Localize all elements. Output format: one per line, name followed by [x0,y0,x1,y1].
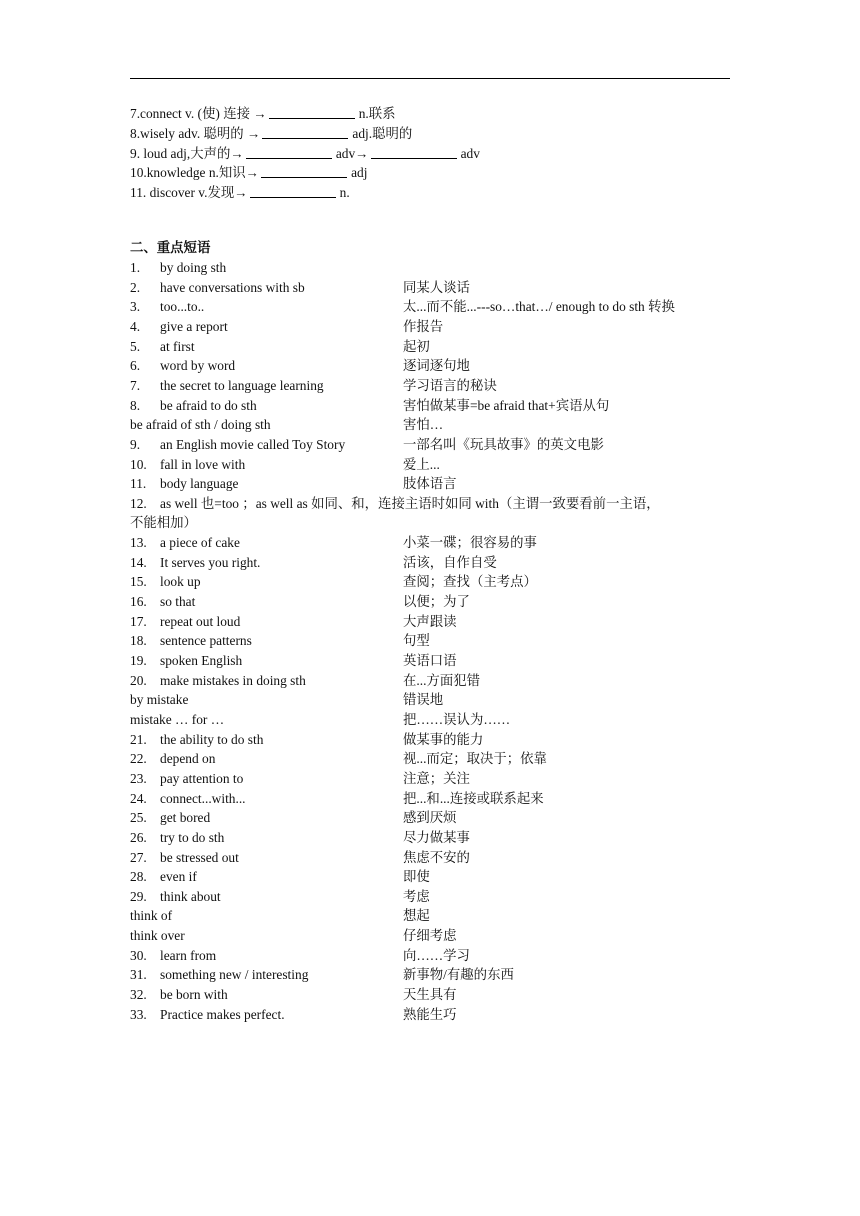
phrase-english: fall in love with [160,456,246,472]
phrase-number: 10. [130,456,147,472]
phrase-note-line: 不能相加） [130,515,197,531]
phrase-english: pay attention to [160,770,244,786]
phrase-row [0,985,860,1005]
phrase-chinese: 把……误认为…… [403,711,511,727]
phrase-english: depend on [160,751,216,767]
phrase-english: learn from [160,947,217,963]
phrase-english: the secret to language learning [160,377,324,393]
phrase-chinese: 一部名叫《玩具故事》的英文电影 [403,436,604,452]
phrase-chinese: 做某事的能力 [403,731,484,747]
phrase-english: be born with [160,987,228,1003]
phrase-english: get bored [160,810,211,826]
phrase-row [0,337,860,357]
phrase-row [0,710,860,730]
phrase-chinese: 感到厌烦 [403,810,457,826]
word-form-line [130,124,412,144]
phrase-row [0,553,860,573]
phrase-row [0,533,860,553]
phrase-number: 4. [130,318,141,334]
phrase-row [0,474,860,494]
phrase-english: make mistakes in doing sth [160,672,306,688]
phrase-number: 20. [130,672,147,688]
phrase-row [0,730,860,750]
phrase-row [0,651,860,671]
answer-blank [261,164,347,178]
phrase-note-line: as well 也=too ；as well as 如同、和，连接主语时如同 with（主谓一致要看前一主语， [160,495,660,511]
phrase-row [0,396,860,416]
phrase-row [0,415,860,435]
phrase-row [0,769,860,789]
phrase-number: 15. [130,574,147,590]
word-form-answer-type: adj.聪明的 [352,125,413,141]
phrase-chinese: 向……学习 [403,947,470,963]
phrase-number: 3. [130,299,141,315]
phrase-number: 18. [130,633,147,649]
phrase-english: something new / interesting [160,967,309,983]
phrase-row [0,906,860,926]
phrase-chinese: 焦虑不安的 [403,849,470,865]
phrase-chinese: 尽力做某事 [403,829,470,845]
word-form-answer-type: adj [351,165,368,181]
phrase-chinese: 天生具有 [403,987,457,1003]
phrase-english: think about [160,888,221,904]
phrase-number: 7. [130,377,141,393]
phrase-chinese: 起初 [403,338,430,354]
word-form-line [130,183,350,203]
phrase-english: look up [160,574,201,590]
phrase-english: the ability to do sth [160,731,264,747]
phrase-row [0,867,860,887]
word-form-prompt: 9. loud adj,大声的→ [130,145,244,161]
phrase-chinese: 活该，自作自受 [403,554,497,570]
word-form-prompt: 7.connect v. (使) 连接 → [130,106,267,121]
phrase-number: 12. [130,495,147,511]
phrase-row [0,631,860,651]
word-form-answer-type: adv [460,145,480,161]
phrase-chinese: 熟能生巧 [403,1006,457,1022]
phrase-english: It serves you right. [160,554,261,570]
phrase-row [0,455,860,475]
phrase-row [0,572,860,592]
phrase-row [0,671,860,691]
phrase-chinese: 英语口语 [403,653,457,668]
phrase-chinese: 想起 [403,908,430,924]
phrase-number: 33. [130,1006,147,1022]
answer-blank [371,145,457,159]
phrase-row [0,494,860,514]
phrase-chinese: 害怕… [403,417,444,433]
phrase-english: body language [160,476,239,492]
phrase-english: be afraid of sth / doing sth [130,417,271,433]
phrase-english: try to do sth [160,829,225,845]
phrase-number: 22. [130,751,147,767]
phrase-chinese: 同某人谈话 [403,279,470,295]
phrase-english: word by word [160,358,236,374]
phrase-chinese: 错误地 [403,692,444,708]
phrase-number: 5. [130,338,141,354]
phrase-number: 29. [130,888,147,904]
phrase-row [0,317,860,337]
phrase-chinese: 爱上... [403,456,440,472]
phrase-chinese: 小菜一碟；很容易的事 [403,535,537,551]
word-form-line [130,104,396,124]
word-form-answer-type: n. [339,185,350,201]
phrase-row [0,258,860,278]
answer-blank [250,184,336,198]
phrase-english: spoken English [160,653,243,668]
phrase-row [0,828,860,848]
phrase-number: 17. [130,613,147,629]
phrase-number: 11. [130,476,147,492]
phrase-number: 21. [130,731,147,747]
word-form-prompt: 8.wisely adv. 聪明的 → [130,125,261,141]
phrase-english: have conversations with sb [160,279,305,295]
phrase-chinese: 视...而定；取决于；依靠 [403,751,547,767]
phrase-english: at first [160,338,195,354]
phrase-row [0,356,860,376]
phrase-number: 9. [130,436,141,452]
phrase-row [0,278,860,298]
phrase-english: an English movie called Toy Story [160,436,346,452]
answer-blank [262,125,348,139]
phrase-english: sentence patterns [160,633,252,649]
phrase-chinese: 查阅；查找（主考点） [403,574,537,590]
phrase-number: 27. [130,849,147,865]
phrase-row [0,435,860,455]
phrase-english: too...to.. [160,299,205,315]
phrase-number: 30. [130,947,147,963]
phrase-number: 31. [130,967,147,983]
phrase-number: 19. [130,653,147,668]
phrase-number: 32. [130,987,147,1003]
phrase-row [0,1005,860,1025]
phrase-chinese: 在...方面犯错 [403,672,480,688]
phrase-chinese: 考虑 [403,888,430,904]
phrase-number: 13. [130,535,147,551]
phrase-number: 14. [130,554,147,570]
phrase-chinese: 大声跟读 [403,613,457,629]
phrase-english: give a report [160,318,228,334]
phrase-number: 25. [130,810,147,826]
word-form-line [130,144,480,164]
phrase-english: even if [160,869,197,885]
phrase-row [0,749,860,769]
phrase-row [0,690,860,710]
phrase-row [0,789,860,809]
phrase-english: connect...with... [160,790,246,806]
phrase-row [0,965,860,985]
phrase-english: be afraid to do sth [160,397,257,413]
phrase-number: 23. [130,770,147,786]
phrase-row [0,376,860,396]
phrase-chinese: 害怕做某事=be afraid that+宾语从句 [403,397,610,413]
phrase-chinese: 太...而不能...---so…that…/ enough to do sth 转换 [403,299,675,315]
phrase-english: a piece of cake [160,535,240,551]
phrase-row [0,808,860,828]
phrase-chinese: 句型 [403,633,430,649]
phrase-row [0,887,860,907]
phrase-chinese: 即使 [403,869,430,885]
section-title: 二、重点短语 [130,240,211,255]
phrase-chinese: 逐词逐句地 [403,358,470,374]
phrase-english: think over [130,928,185,944]
phrase-row [0,513,860,533]
phrase-chinese: 肢体语言 [403,476,457,492]
phrase-number: 6. [130,358,141,374]
word-form-prompt: 11. discover v.发现→ [130,185,248,201]
phrase-chinese: 以便；为了 [403,594,470,610]
phrase-chinese: 注意；关注 [403,770,470,786]
word-form-answer-type: n.联系 [358,106,396,121]
answer-blank [246,145,332,159]
phrase-number: 26. [130,829,147,845]
phrase-english: Practice makes perfect. [160,1006,285,1022]
phrase-number: 1. [130,260,141,275]
phrase-number: 24. [130,790,147,806]
word-form-prompt: 10.knowledge n.知识→ [130,165,260,181]
word-form-middle: adv→ [335,145,369,161]
phrase-english: mistake … for … [130,711,225,727]
phrase-chinese: 学习语言的秘诀 [403,377,497,393]
word-form-line [130,163,367,183]
header-rule [130,78,730,79]
phrase-row [0,946,860,966]
phrase-english: think of [130,908,173,924]
phrase-number: 16. [130,594,147,610]
phrase-english: so that [160,594,196,610]
phrase-chinese: 新事物/有趣的东西 [403,967,514,983]
phrase-number: 8. [130,397,141,413]
phrase-row [0,926,860,946]
phrase-chinese: 仔细考虑 [403,928,457,944]
phrase-row [0,848,860,868]
phrase-english: by doing sth [160,260,227,275]
phrase-english: be stressed out [160,849,239,865]
phrase-chinese: 把...和...连接或联系起来 [403,790,544,806]
answer-blank [269,105,355,119]
phrase-number: 28. [130,869,147,885]
phrase-number: 2. [130,279,141,295]
phrase-english: by mistake [130,692,189,708]
phrase-english: repeat out loud [160,613,241,629]
phrase-row [0,612,860,632]
phrase-row [0,297,860,317]
phrase-row [0,592,860,612]
phrase-chinese: 作报告 [403,318,444,334]
